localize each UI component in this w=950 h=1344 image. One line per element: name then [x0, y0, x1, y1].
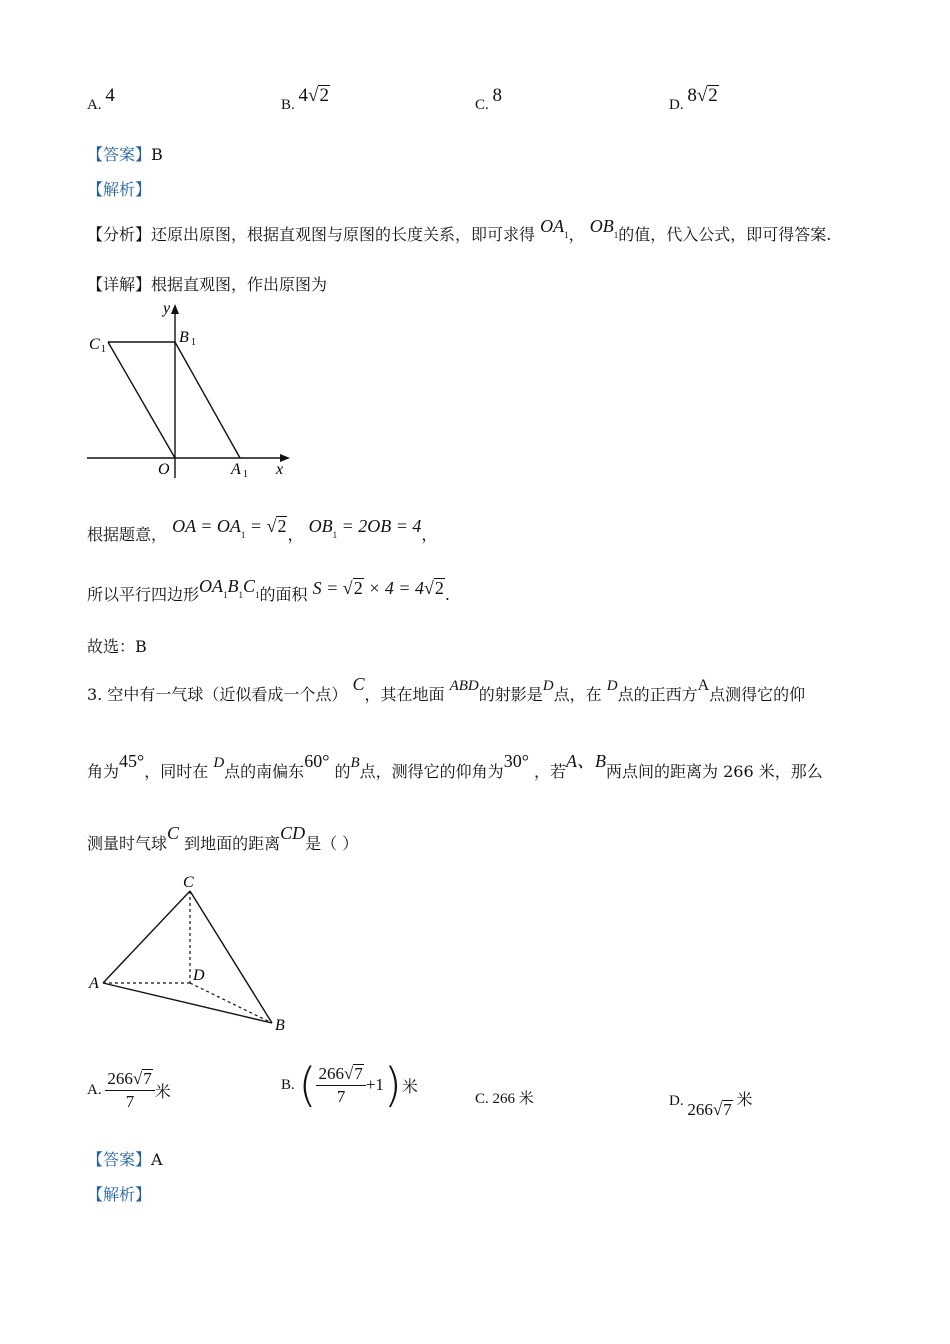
o-label: O: [158, 461, 170, 478]
q3-option-b: B. ( $\frac{266√7}{7}$ +1 ) 米: [281, 1058, 418, 1112]
q3-stem-line2: 角为45°，同时在 D点的南偏东60° 的B点，测得它的仰角为30° ，若A、B两点间的距离为 266 米，那么: [87, 751, 823, 781]
q3-option-a: A. $\frac{266√7}{7}$ 米: [87, 1069, 171, 1111]
q3-option-c: C. 266 米: [475, 1091, 534, 1107]
q2-fenxi: 【分析】还原出原图，根据直观图与原图的长度关系，即可求得 $OA_1$， $OB_1$的值，代入公式，即可得答案.: [87, 216, 832, 244]
q3-stem-line1: 3. 空中有一气球（近似看成一个点） C，其在地面 ABD的射影是D点，在 D点的正西方A点测得它的仰: [87, 674, 806, 704]
q2-line2: 所以平行四边形$OA_1B_1C_1$的面积 S = √2 × 4 = 4√2.: [87, 576, 450, 604]
a1-label: A: [231, 461, 241, 478]
q2-option-b: B. 4√2: [281, 85, 329, 113]
q2-detail: 【详解】根据直观图，作出原图为: [87, 275, 328, 294]
q3-option-d: D. 266√7 米: [669, 1090, 753, 1119]
d-label: D: [193, 967, 205, 984]
a-label: A: [89, 975, 99, 992]
q2-parallelogram-figure: [80, 296, 300, 486]
b1-sub: 1: [191, 337, 196, 348]
x-axis-label: x: [276, 461, 284, 478]
q2-option-d: D. 8√2: [669, 85, 718, 113]
q3-pyramid-figure: [80, 866, 300, 1038]
b-label: B: [275, 1017, 285, 1034]
y-axis-label: y: [163, 300, 171, 317]
q2-choice: 故选：B: [87, 637, 147, 656]
q3-stem-line3: 测量时气球C 到地面的距离CD是（ ）: [87, 823, 359, 853]
q3-analysis-tag: 【解析】: [87, 1185, 152, 1204]
c1-label: C: [89, 336, 100, 353]
q2-line1: 根据题意， OA = $OA_1 = √2$， $OB_1 = 2OB = 4$，: [87, 516, 438, 544]
b1-label: B: [179, 329, 189, 346]
q2-option-c: C. 8: [475, 85, 503, 113]
q3-answer: 【答案】A: [87, 1150, 163, 1169]
q2-option-a: A. 4: [87, 85, 115, 113]
a1-sub: 1: [243, 469, 248, 480]
q2-answer: 【答案】B: [87, 145, 163, 164]
q2-analysis-tag: 【解析】: [87, 180, 152, 199]
c1-sub: 1: [101, 344, 106, 355]
c-label: C: [183, 874, 194, 891]
